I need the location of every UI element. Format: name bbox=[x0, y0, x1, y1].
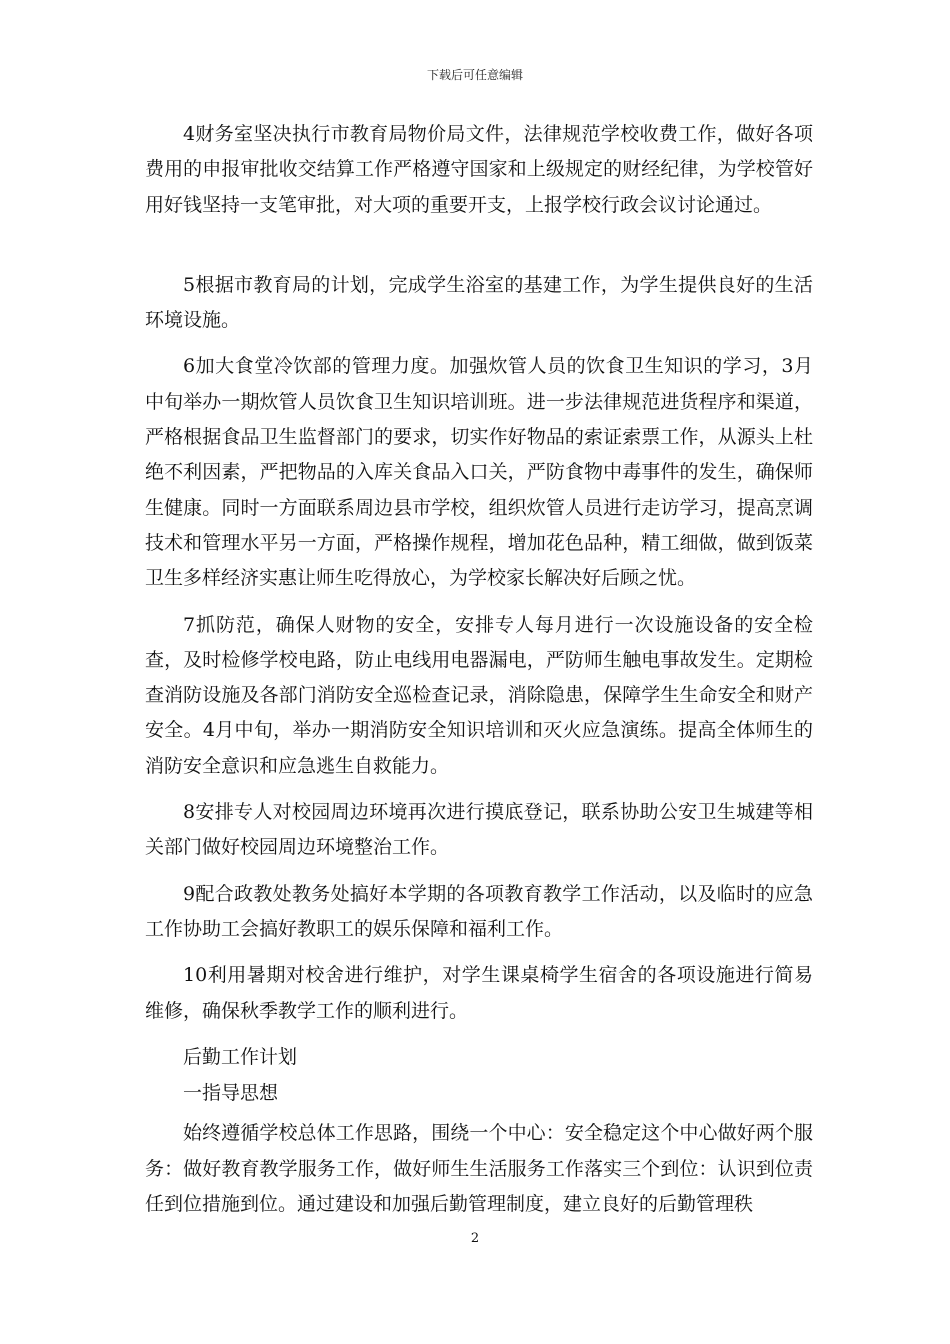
page-header: 下载后可任意编辑 bbox=[426, 68, 523, 82]
paragraph-campus-environment: 8安排专人对校园周边环境再次进行摸底登记，联系协助公安卫生城建等相关部门做好校园周边环境整治工作。 bbox=[145, 801, 813, 859]
section-title: 后勤工作计划 bbox=[183, 1045, 298, 1068]
document-body bbox=[145, 117, 813, 1233]
paragraph-guiding-thought: 始终遵循学校总体工作思路，围绕一个中心：安全稳定这个中心做好两个服务：做好教育教学服务工作，做好师生生活服务工作落实三个到位：认识到位责任到位措施到位。通过建设和加强后勤管理制度，建立良好的后勤管理秩 bbox=[145, 1122, 813, 1216]
paragraph-cooperation: 9配合政教处教务处搞好本学期的各项教育教学工作活动，以及临时的应急工作协助工会搞好教职工的娱乐保障和福利工作。 bbox=[145, 882, 813, 940]
subsection-title: 一指导思想 bbox=[183, 1082, 279, 1105]
page-number: 2 bbox=[470, 1231, 480, 1246]
paragraph-finance: 4财务室坚决执行市教育局物价局文件，法律规范学校收费工作，做好各项费用的申报审批收交结算工作严格遵守国家和上级规定的财经纪律，为学校管好用好钱坚持一支笔审批，对大项的重要开支，上报学校行政会议讨论通过。 bbox=[145, 123, 813, 216]
paragraph-bathhouse: 5根据市教育局的计划，完成学生浴室的基建工作，为学生提供良好的生活环境设施。 bbox=[145, 273, 813, 332]
paragraph-safety: 7抓防范，确保人财物的安全，安排专人每月进行一次设施设备的安全检查，及时检修学校电路，防止电线用电器漏电，严防师生触电事故发生。定期检查消防设施及各部门消防安全巡检查记录，消除隐患，保障学生生命安全和财产安全。4月中旬，举办一期消防安全知识培训和灭火应急演练。提高全体师生的消防安全意识和应急逃生自救能力。 bbox=[145, 613, 813, 777]
paragraph-maintenance: 10利用暑期对校舍进行维护，对学生课桌椅学生宿舍的各项设施进行简易维修，确保秋季教学工作的顺利进行。 bbox=[145, 964, 813, 1022]
paragraph-canteen: 6加大食堂冷饮部的管理力度。加强炊管人员的饮食卫生知识的学习，3月中旬举办一期炊管人员饮食卫生知识培训班。进一步法律规范进货程序和渠道，严格根据食品卫生监督部门的要求，切实作好物品的索证索票工作，从源头上杜绝不利因素，严把物品的入库关食品入口关，严防食物中毒事件的发生，确保师生健康。同时一方面联系周边县市学校，组织炊管人员进行走访学习，提高烹调技术和管理水平另一方面，严格操作规程，增加花色品种，精工细做，做到饭菜卫生多样经济实惠让师生吃得放心，为学校家长解决好后顾之忧。 bbox=[145, 355, 813, 590]
